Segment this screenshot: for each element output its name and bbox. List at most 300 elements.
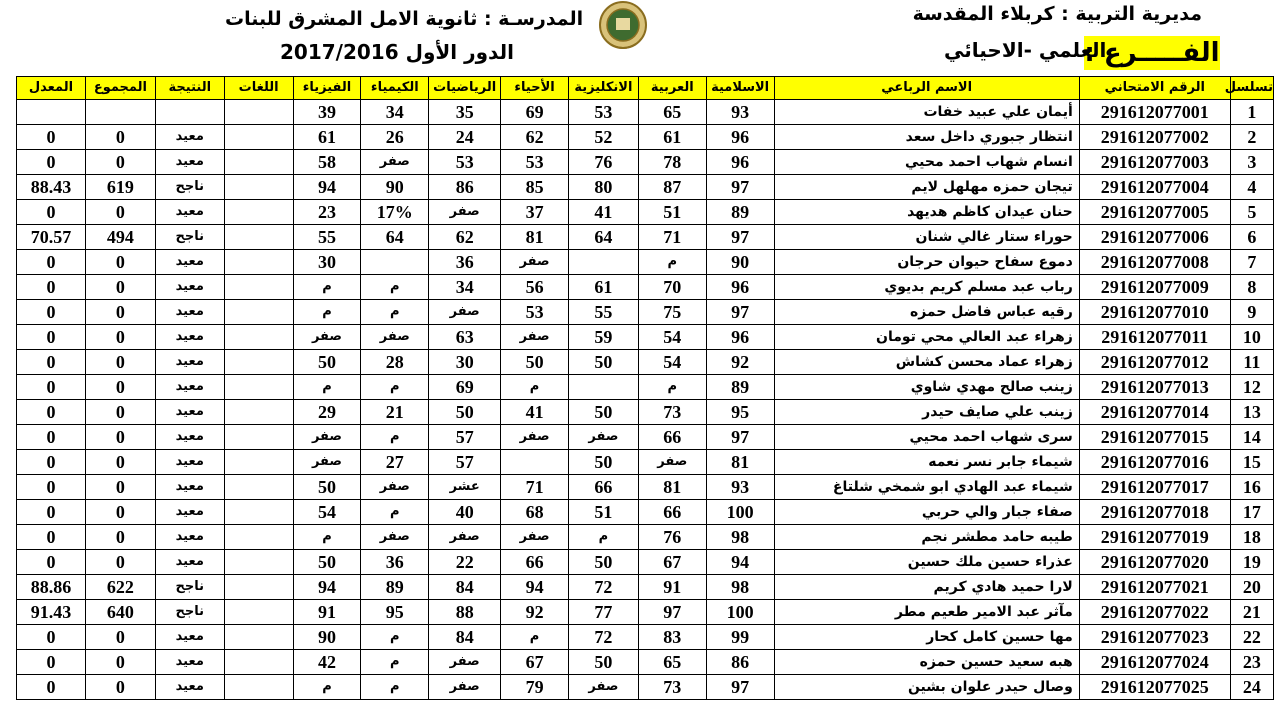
table-cell: 0 (17, 425, 86, 450)
table-cell: 100 (706, 500, 774, 525)
table-cell: 0 (17, 475, 86, 500)
table-row (17, 175, 1274, 200)
table-cell: 50 (501, 350, 569, 375)
table-cell: 91 (293, 600, 361, 625)
table-cell: صفاء جبار والي حربي (774, 500, 1079, 525)
table-cell: م (293, 525, 361, 550)
table-cell: صفر (429, 300, 501, 325)
table-cell: معيد (155, 650, 224, 675)
table-cell: 96 (706, 150, 774, 175)
table-cell: 0 (17, 400, 86, 425)
table-cell: 11 (1230, 350, 1273, 375)
table-cell: رباب عبد مسلم كريم بديوي (774, 275, 1079, 300)
table-cell: طيبه حامد مطشر نجم (774, 525, 1079, 550)
table-cell (224, 675, 293, 700)
table-cell: 98 (706, 575, 774, 600)
table-cell: 23 (293, 200, 361, 225)
table-cell: 22 (1230, 625, 1273, 650)
table-cell: 89 (706, 375, 774, 400)
table-cell: زينب علي صايف حيدر (774, 400, 1079, 425)
table-cell: 0 (85, 350, 155, 375)
table-cell: صفر (361, 325, 429, 350)
table-cell: م (501, 625, 569, 650)
table-cell: 291612077017 (1079, 475, 1230, 500)
directorate-name: مديرية التربية : كربلاء المقدسة (912, 3, 1202, 25)
table-cell: حنان عيدان كاظم هديهد (774, 200, 1079, 225)
table-cell: م (501, 375, 569, 400)
table-row (17, 625, 1274, 650)
table-cell (224, 125, 293, 150)
table-cell: 64 (361, 225, 429, 250)
table-cell: 81 (638, 475, 706, 500)
table-cell: 0 (85, 675, 155, 700)
table-cell: 0 (17, 650, 86, 675)
table-cell: معيد (155, 325, 224, 350)
table-cell: صفر (501, 425, 569, 450)
table-cell: 88.86 (17, 575, 86, 600)
table-cell: لارا حميد هادي كريم (774, 575, 1079, 600)
table-cell (155, 100, 224, 125)
table-cell: 24 (429, 125, 501, 150)
table-cell: 100 (706, 600, 774, 625)
table-cell: 54 (638, 325, 706, 350)
table-cell: 37 (501, 200, 569, 225)
table-cell (224, 200, 293, 225)
table-cell: 291612077005 (1079, 200, 1230, 225)
table-cell: زينب صالح مهدي شاوي (774, 375, 1079, 400)
table-cell: 291612077021 (1079, 575, 1230, 600)
table-row (17, 600, 1274, 625)
table-cell (224, 650, 293, 675)
table-cell (224, 375, 293, 400)
table-cell: 291612077020 (1079, 550, 1230, 575)
table-cell: 622 (85, 575, 155, 600)
table-cell: 98 (706, 525, 774, 550)
table-cell: 291612077015 (1079, 425, 1230, 450)
table-cell: 27 (361, 450, 429, 475)
table-cell: 66 (501, 550, 569, 575)
table-cell: 79 (501, 675, 569, 700)
table-cell (224, 250, 293, 275)
column-header: تسلسل (1230, 77, 1273, 100)
table-cell: 34 (361, 100, 429, 125)
table-cell: 88.43 (17, 175, 86, 200)
table-cell: معيد (155, 500, 224, 525)
table-cell: زهراء عبد العالي محي تومان (774, 325, 1079, 350)
table-cell: 89 (706, 200, 774, 225)
table-cell: 71 (501, 475, 569, 500)
table-cell: صفر (501, 250, 569, 275)
table-cell: 50 (293, 350, 361, 375)
column-header: الكيمياء (361, 77, 429, 100)
table-cell: 90 (706, 250, 774, 275)
table-cell: 94 (501, 575, 569, 600)
table-cell: 20 (1230, 575, 1273, 600)
table-cell: 0 (85, 325, 155, 350)
table-cell: 0 (85, 525, 155, 550)
table-cell: 58 (293, 150, 361, 175)
table-cell: 66 (568, 475, 638, 500)
table-cell: 97 (706, 175, 774, 200)
table-cell: 2 (1230, 125, 1273, 150)
table-cell: 97 (706, 225, 774, 250)
table-cell: 91 (638, 575, 706, 600)
table-cell: 61 (293, 125, 361, 150)
table-cell: صفر (568, 425, 638, 450)
table-cell: 0 (17, 150, 86, 175)
table-cell: 81 (501, 225, 569, 250)
table-cell: 14 (1230, 425, 1273, 450)
table-cell: 86 (429, 175, 501, 200)
table-cell: 78 (638, 150, 706, 175)
table-cell: 291612077019 (1079, 525, 1230, 550)
table-cell: 67 (638, 550, 706, 575)
table-cell: 494 (85, 225, 155, 250)
table-cell: صفر (638, 450, 706, 475)
table-cell: 81 (706, 450, 774, 475)
table-cell: 0 (85, 625, 155, 650)
table-cell (224, 450, 293, 475)
table-cell: معيد (155, 350, 224, 375)
table-cell: ناجح (155, 600, 224, 625)
table-cell (568, 375, 638, 400)
table-cell: 53 (501, 300, 569, 325)
table-cell: 30 (429, 350, 501, 375)
table-cell: 53 (501, 150, 569, 175)
column-header: الانكليزية (568, 77, 638, 100)
table-cell: 92 (501, 600, 569, 625)
column-header: العربية (638, 77, 706, 100)
table-cell (568, 250, 638, 275)
table-cell: معيد (155, 275, 224, 300)
table-cell: 89 (361, 575, 429, 600)
table-cell: 95 (706, 400, 774, 425)
table-cell: 15 (1230, 450, 1273, 475)
table-cell: معيد (155, 125, 224, 150)
table-cell: صفر (429, 675, 501, 700)
table-cell: انسام شهاب احمد محيي (774, 150, 1079, 175)
column-header: الاسم الرباعي (774, 77, 1079, 100)
table-cell (224, 350, 293, 375)
table-cell: 75 (638, 300, 706, 325)
table-cell: معيد (155, 400, 224, 425)
table-cell: 50 (429, 400, 501, 425)
table-cell: 6 (1230, 225, 1273, 250)
table-cell: م (638, 375, 706, 400)
table-cell: صفر (361, 525, 429, 550)
table-cell: 291612077012 (1079, 350, 1230, 375)
table-cell: 5 (1230, 200, 1273, 225)
table-cell: 19 (1230, 550, 1273, 575)
table-cell: 35 (429, 100, 501, 125)
table-cell: 90 (293, 625, 361, 650)
table-cell: 50 (293, 475, 361, 500)
table-cell: 291612077024 (1079, 650, 1230, 675)
table-cell (224, 500, 293, 525)
table-cell: 291612077023 (1079, 625, 1230, 650)
table-row (17, 425, 1274, 450)
table-row (17, 450, 1274, 475)
table-cell: 85 (501, 175, 569, 200)
table-cell: 0 (17, 300, 86, 325)
table-cell: صفر (429, 525, 501, 550)
table-cell: 94 (293, 575, 361, 600)
table-cell: 34 (429, 275, 501, 300)
table-cell: 39 (293, 100, 361, 125)
table-cell: 73 (638, 675, 706, 700)
table-cell: انتظار جبوري داخل سعد (774, 125, 1079, 150)
table-cell: 291612077014 (1079, 400, 1230, 425)
table-cell (17, 100, 86, 125)
table-cell: 291612077004 (1079, 175, 1230, 200)
table-cell: 0 (17, 325, 86, 350)
table-cell: 36 (429, 250, 501, 275)
table-cell: 7 (1230, 250, 1273, 275)
table-cell: 0 (85, 450, 155, 475)
table-cell: 91.43 (17, 600, 86, 625)
table-cell: م (361, 425, 429, 450)
table-cell: معيد (155, 625, 224, 650)
table-cell: 291612077013 (1079, 375, 1230, 400)
table-cell: م (361, 625, 429, 650)
table-cell: 291612077002 (1079, 125, 1230, 150)
table-cell: معيد (155, 250, 224, 275)
column-header: المعدل (17, 77, 86, 100)
table-cell: 62 (501, 125, 569, 150)
table-cell (85, 100, 155, 125)
table-cell: صفر (429, 200, 501, 225)
table-cell: 291612077008 (1079, 250, 1230, 275)
table-cell: 57 (429, 425, 501, 450)
table-row (17, 525, 1274, 550)
table-cell: 640 (85, 600, 155, 625)
table-cell: صفر (361, 150, 429, 175)
table-cell: دموع سفاح حيوان حرجان (774, 250, 1079, 275)
table-cell: معيد (155, 375, 224, 400)
table-cell: 94 (293, 175, 361, 200)
table-cell: 36 (361, 550, 429, 575)
table-cell (224, 325, 293, 350)
table-cell: 42 (293, 650, 361, 675)
table-cell: 9 (1230, 300, 1273, 325)
table-cell: 26 (361, 125, 429, 150)
table-cell: 21 (361, 400, 429, 425)
table-row (17, 575, 1274, 600)
column-header: المجموع (85, 77, 155, 100)
table-cell: 24 (1230, 675, 1273, 700)
table-cell: م (361, 275, 429, 300)
table-cell: 0 (17, 250, 86, 275)
table-row (17, 225, 1274, 250)
table-row (17, 350, 1274, 375)
table-cell: 51 (638, 200, 706, 225)
table-cell: 17 (1230, 500, 1273, 525)
table-cell (224, 225, 293, 250)
table-cell: 291612077003 (1079, 150, 1230, 175)
table-cell: م (361, 650, 429, 675)
table-cell: 88 (429, 600, 501, 625)
column-header: النتيجة (155, 77, 224, 100)
table-cell: 50 (568, 350, 638, 375)
table-cell (501, 450, 569, 475)
table-cell: م (293, 675, 361, 700)
table-cell: 0 (85, 375, 155, 400)
table-row (17, 125, 1274, 150)
table-cell: 94 (706, 550, 774, 575)
table-cell: م (293, 300, 361, 325)
table-row (17, 500, 1274, 525)
table-cell: 52 (568, 125, 638, 150)
table-cell: م (293, 375, 361, 400)
table-cell: 1 (1230, 100, 1273, 125)
table-cell: 51 (568, 500, 638, 525)
table-cell: م (361, 500, 429, 525)
table-cell: 291612077001 (1079, 100, 1230, 125)
table-cell: 53 (568, 100, 638, 125)
table-cell: 0 (85, 650, 155, 675)
table-cell: 97 (638, 600, 706, 625)
table-cell: 54 (638, 350, 706, 375)
table-cell: مها حسين كامل كحار (774, 625, 1079, 650)
table-cell: 62 (429, 225, 501, 250)
table-cell: 50 (568, 650, 638, 675)
table-cell: معيد (155, 425, 224, 450)
table-cell: صفر (568, 675, 638, 700)
table-row (17, 250, 1274, 275)
table-cell: معيد (155, 200, 224, 225)
table-cell: 76 (638, 525, 706, 550)
table-cell: حوراء ستار غالي شنان (774, 225, 1079, 250)
table-row (17, 475, 1274, 500)
table-cell: سرى شهاب احمد محيي (774, 425, 1079, 450)
table-cell: 41 (501, 400, 569, 425)
table-cell: صفر (429, 650, 501, 675)
table-cell: 55 (568, 300, 638, 325)
table-cell (224, 525, 293, 550)
table-cell: 291612077018 (1079, 500, 1230, 525)
table-cell: م (293, 275, 361, 300)
table-cell: 93 (706, 100, 774, 125)
table-cell: 0 (85, 550, 155, 575)
table-cell (224, 475, 293, 500)
table-row (17, 550, 1274, 575)
table-cell: معيد (155, 450, 224, 475)
table-cell: 87 (638, 175, 706, 200)
table-row (17, 375, 1274, 400)
table-cell: صفر (293, 325, 361, 350)
table-row (17, 200, 1274, 225)
table-cell: 50 (568, 450, 638, 475)
school-name: المدرسـة : ثانوية الامل المشرق للبنات (225, 8, 584, 30)
table-cell: 8 (1230, 275, 1273, 300)
table-cell (224, 600, 293, 625)
table-cell: 55 (293, 225, 361, 250)
table-cell: 96 (706, 325, 774, 350)
table-cell: 84 (429, 625, 501, 650)
table-cell: 97 (706, 675, 774, 700)
table-row (17, 100, 1274, 125)
table-cell: م (361, 375, 429, 400)
table-cell: 16 (1230, 475, 1273, 500)
table-cell: 57 (429, 450, 501, 475)
table-cell: رقيه عباس فاضل حمزه (774, 300, 1079, 325)
table-cell: 73 (638, 400, 706, 425)
table-cell: م (568, 525, 638, 550)
ministry-emblem-icon (598, 0, 648, 52)
table-cell: 0 (17, 125, 86, 150)
results-table (16, 76, 1274, 700)
table-cell: شيماء عبد الهادي ابو شمخي شلتاغ (774, 475, 1079, 500)
table-cell: 291612077025 (1079, 675, 1230, 700)
table-cell: 28 (361, 350, 429, 375)
table-cell: 54 (293, 500, 361, 525)
table-cell: 97 (706, 425, 774, 450)
table-cell: 0 (85, 250, 155, 275)
table-cell: م (638, 250, 706, 275)
column-header: الفيزياء (293, 77, 361, 100)
table-row (17, 150, 1274, 175)
exam-round: الدور الأول 2017/2016 (280, 40, 514, 64)
table-cell: معيد (155, 525, 224, 550)
table-cell: 0 (17, 200, 86, 225)
table-cell: 0 (17, 525, 86, 550)
table-header-row (17, 77, 1274, 100)
table-cell: 291612077006 (1079, 225, 1230, 250)
table-cell: عشر (429, 475, 501, 500)
table-cell: 93 (706, 475, 774, 500)
table-cell: 0 (17, 450, 86, 475)
table-cell: 92 (706, 350, 774, 375)
table-cell: 83 (638, 625, 706, 650)
table-cell: صفر (501, 525, 569, 550)
table-cell: 53 (429, 150, 501, 175)
table-cell: معيد (155, 550, 224, 575)
table-cell: 291612077022 (1079, 600, 1230, 625)
table-cell: 67 (501, 650, 569, 675)
table-cell (224, 400, 293, 425)
table-cell (224, 175, 293, 200)
table-cell: 0 (85, 125, 155, 150)
table-cell (224, 300, 293, 325)
table-cell: 66 (638, 425, 706, 450)
table-cell: 0 (85, 475, 155, 500)
table-cell: 59 (568, 325, 638, 350)
table-cell (224, 625, 293, 650)
table-cell: 61 (568, 275, 638, 300)
table-cell: 0 (17, 625, 86, 650)
table-cell: 0 (85, 150, 155, 175)
column-header: الأحياء (501, 77, 569, 100)
table-cell (224, 100, 293, 125)
table-cell: ناجح (155, 175, 224, 200)
table-cell: 69 (501, 100, 569, 125)
table-cell: 72 (568, 625, 638, 650)
table-cell: 61 (638, 125, 706, 150)
table-cell: صفر (361, 475, 429, 500)
column-header: الرياضيات (429, 77, 501, 100)
table-cell: 291612077009 (1079, 275, 1230, 300)
table-cell: 86 (706, 650, 774, 675)
table-cell: 96 (706, 275, 774, 300)
table-cell: 72 (568, 575, 638, 600)
table-cell: معيد (155, 150, 224, 175)
table-cell: 90 (361, 175, 429, 200)
table-row (17, 300, 1274, 325)
table-cell: 50 (293, 550, 361, 575)
table-cell: 291612077016 (1079, 450, 1230, 475)
table-cell: عذراء حسين ملك حسين (774, 550, 1079, 575)
table-cell: م (361, 675, 429, 700)
